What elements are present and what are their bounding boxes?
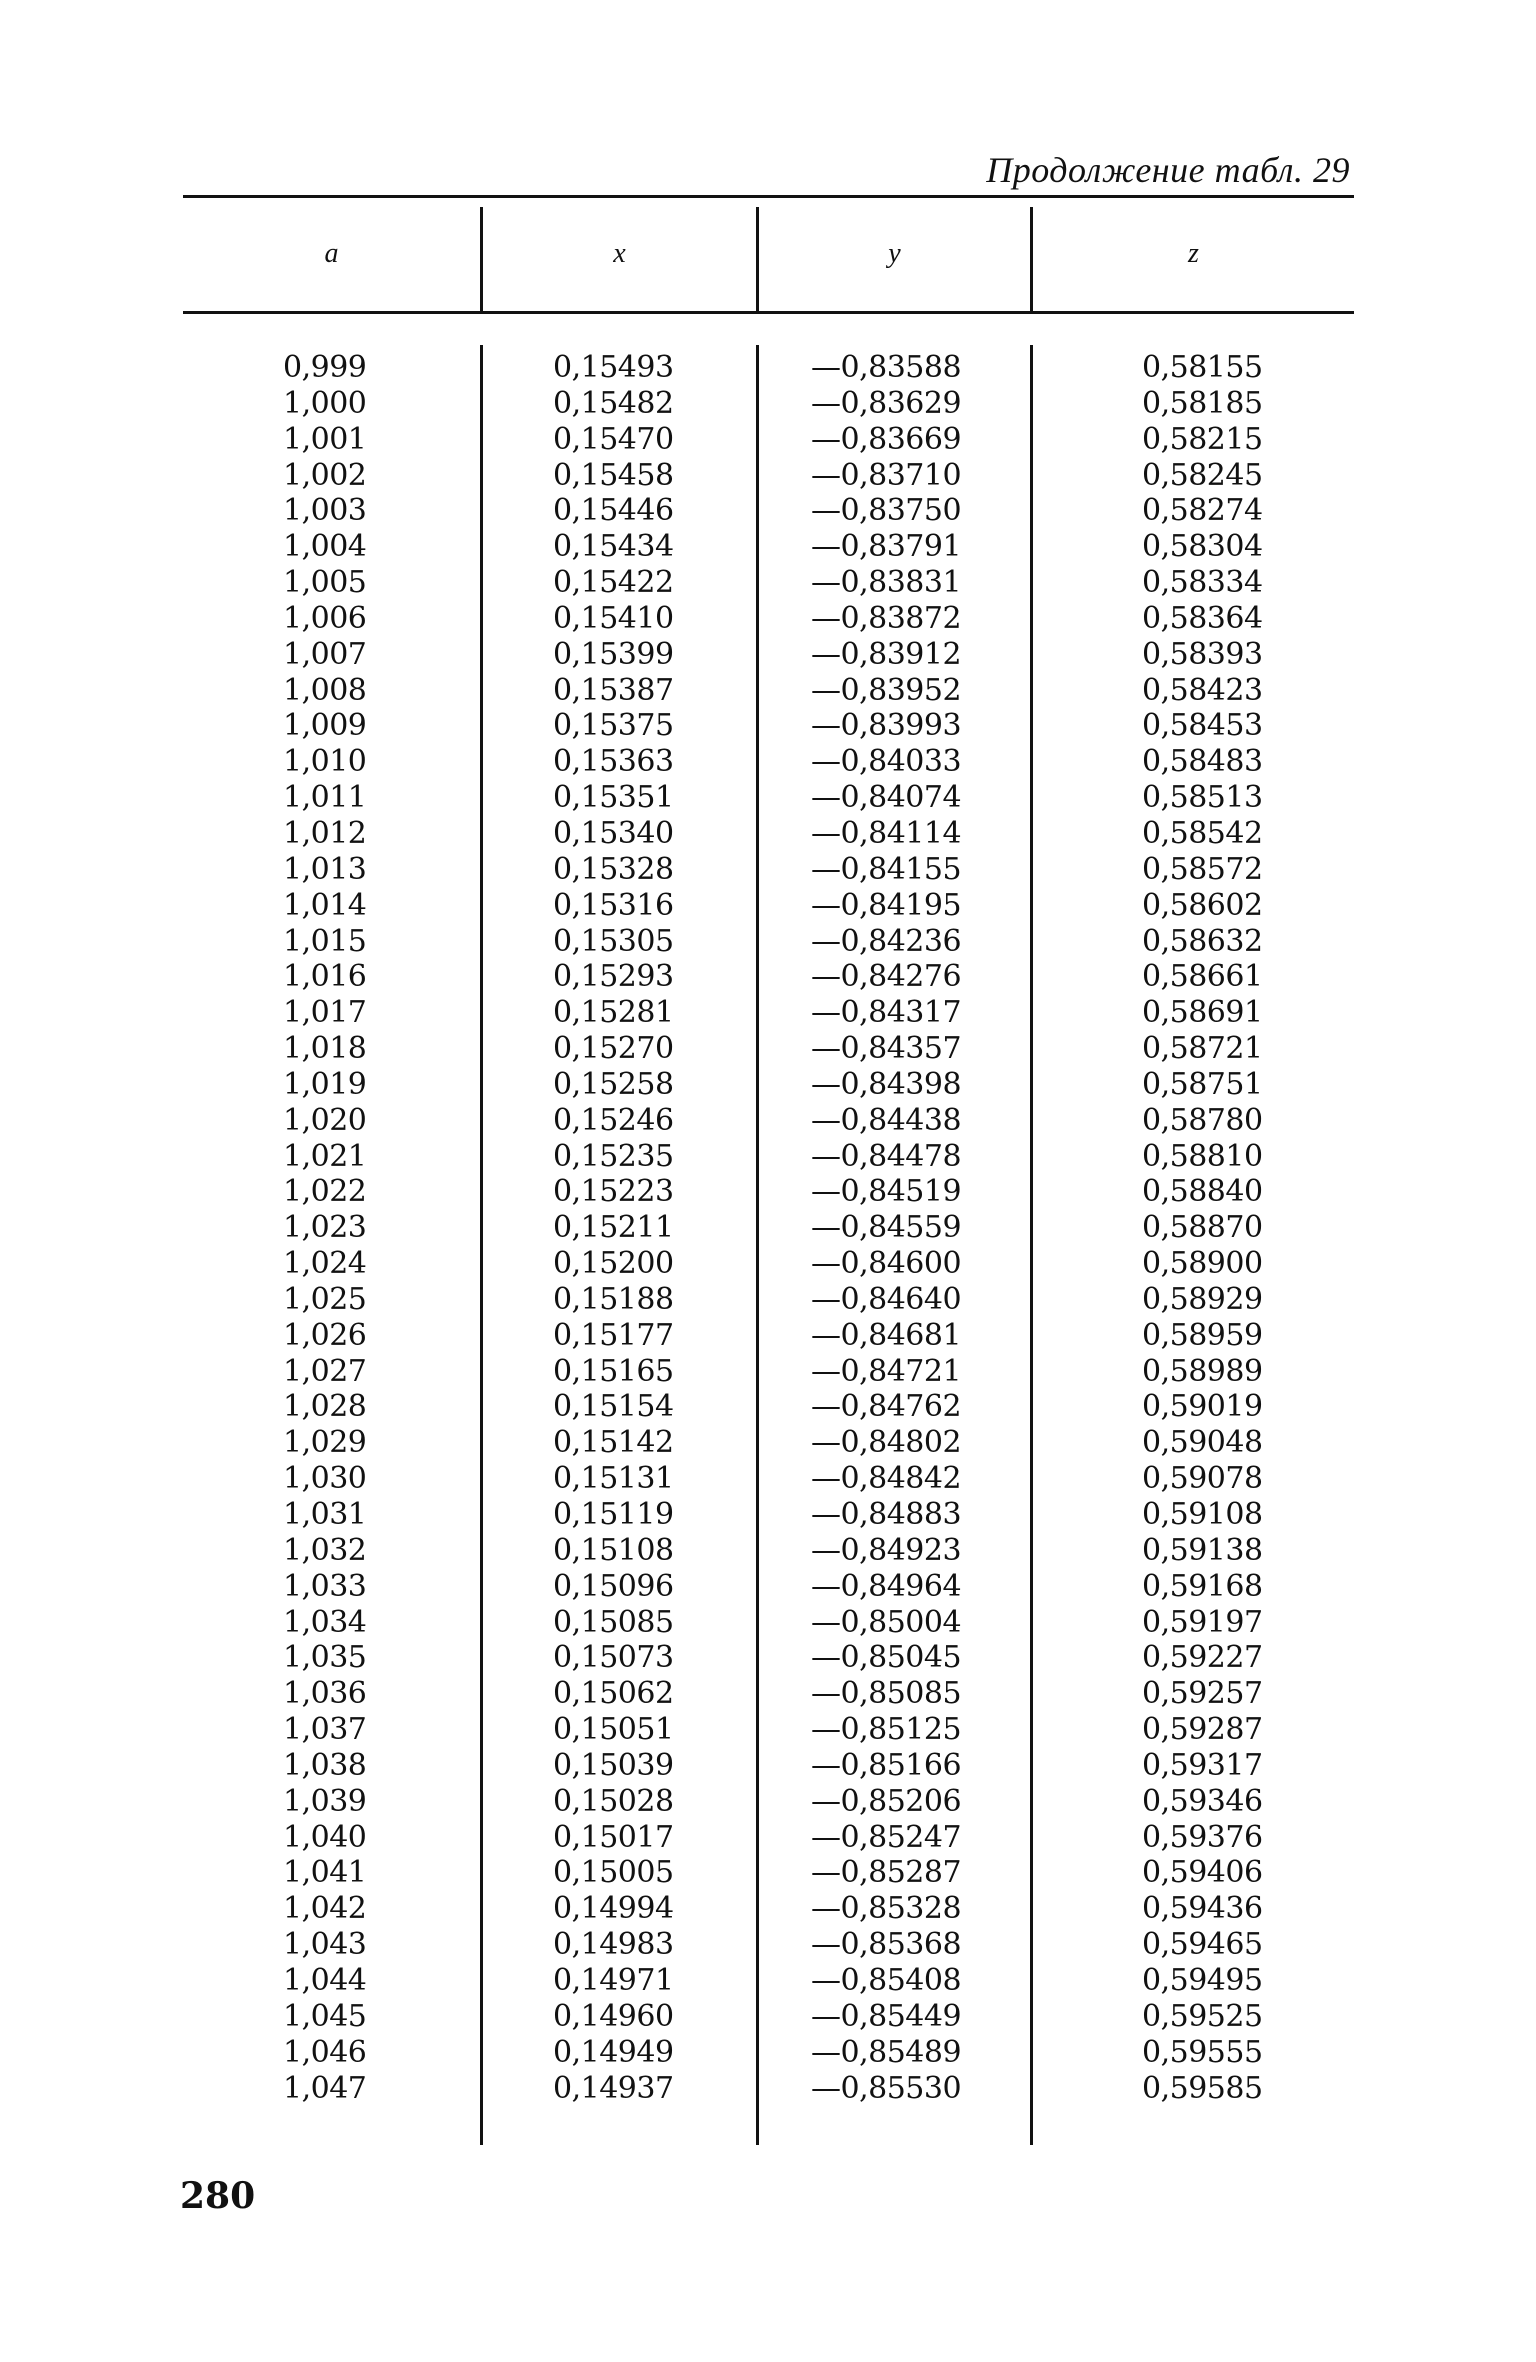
cell-x: 0,15375 — [553, 708, 674, 744]
table-row — [0, 493, 1536, 529]
cell-x: 0,15188 — [553, 1281, 674, 1317]
cell-y: —0,85408 — [811, 1962, 962, 1998]
cell-y: —0,84681 — [811, 1317, 962, 1353]
cell-y: —0,84236 — [811, 923, 962, 959]
page-number: 280 — [180, 2175, 256, 2217]
cell-x: 0,15085 — [553, 1604, 674, 1640]
table-row — [0, 1533, 1536, 1569]
cell-x: 0,15410 — [553, 600, 674, 636]
cell-a: 1,018 — [283, 1031, 367, 1067]
table-row — [0, 744, 1536, 780]
cell-x: 0,15316 — [553, 887, 674, 923]
cell-y: —0,83710 — [811, 457, 962, 493]
table-row — [0, 386, 1536, 422]
cell-z: 0,59585 — [1142, 2070, 1263, 2106]
cell-x: 0,15142 — [553, 1425, 674, 1461]
table-row — [0, 1999, 1536, 2035]
cell-a: 1,023 — [283, 1210, 367, 1246]
cell-z: 0,59346 — [1142, 1783, 1263, 1819]
cell-x: 0,15235 — [553, 1138, 674, 1174]
cell-y: —0,85489 — [811, 2034, 962, 2070]
cell-x: 0,15446 — [553, 493, 674, 529]
cell-z: 0,59048 — [1142, 1425, 1263, 1461]
cell-x: 0,14960 — [553, 1998, 674, 2034]
cell-z: 0,58691 — [1142, 995, 1263, 1031]
table-row — [0, 1640, 1536, 1676]
cell-a: 1,013 — [283, 851, 367, 887]
cell-x: 0,15363 — [553, 744, 674, 780]
cell-z: 0,58959 — [1142, 1317, 1263, 1353]
cell-a: 1,034 — [283, 1604, 367, 1640]
cell-y: —0,84519 — [811, 1174, 962, 1210]
cell-x: 0,15154 — [553, 1389, 674, 1425]
cell-x: 0,15493 — [553, 350, 674, 385]
cell-z: 0,58780 — [1142, 1102, 1263, 1138]
cell-y: —0,83912 — [811, 636, 962, 672]
cell-y: —0,85085 — [811, 1676, 962, 1712]
cell-a: 1,037 — [283, 1712, 367, 1748]
cell-a: 1,029 — [283, 1425, 367, 1461]
cell-x: 0,15399 — [553, 636, 674, 672]
cell-x: 0,15387 — [553, 672, 674, 708]
table-row — [0, 1820, 1536, 1856]
cell-a: 1,005 — [283, 565, 367, 601]
table-row — [0, 1748, 1536, 1784]
cell-x: 0,14994 — [553, 1891, 674, 1927]
cell-z: 0,58483 — [1142, 744, 1263, 780]
table-row — [0, 1210, 1536, 1246]
cell-z: 0,59257 — [1142, 1676, 1263, 1712]
cell-a: 1,038 — [283, 1747, 367, 1783]
cell-z: 0,59138 — [1142, 1532, 1263, 1568]
cell-y: —0,84033 — [811, 744, 962, 780]
cell-x: 0,15482 — [553, 385, 674, 421]
cell-y: —0,85368 — [811, 1927, 962, 1963]
cell-a: 1,010 — [283, 744, 367, 780]
cell-y: —0,85125 — [811, 1712, 962, 1748]
cell-x: 0,15281 — [553, 995, 674, 1031]
cell-a: 1,042 — [283, 1891, 367, 1927]
cell-x: 0,15017 — [553, 1819, 674, 1855]
cell-a: 1,000 — [283, 385, 367, 421]
cell-a: 1,002 — [283, 457, 367, 493]
cell-y: —0,84438 — [811, 1102, 962, 1138]
table-row — [0, 995, 1536, 1031]
cell-z: 0,59317 — [1142, 1747, 1263, 1783]
cell-a: 1,009 — [283, 708, 367, 744]
table-row — [0, 1246, 1536, 1282]
table-row — [0, 1891, 1536, 1927]
table-row — [0, 565, 1536, 601]
cell-x: 0,15039 — [553, 1747, 674, 1783]
cell-x: 0,15096 — [553, 1568, 674, 1604]
cell-y: —0,84762 — [811, 1389, 962, 1425]
cell-z: 0,58840 — [1142, 1174, 1263, 1210]
table-row — [0, 1784, 1536, 1820]
table-body — [0, 350, 1536, 2106]
cell-y: —0,83669 — [811, 421, 962, 457]
cell-y: —0,84964 — [811, 1568, 962, 1604]
cell-y: —0,85004 — [811, 1604, 962, 1640]
cell-x: 0,15305 — [553, 923, 674, 959]
cell-z: 0,58870 — [1142, 1210, 1263, 1246]
top-rule — [183, 195, 1354, 198]
cell-z: 0,58542 — [1142, 815, 1263, 851]
cell-y: —0,84640 — [811, 1281, 962, 1317]
cell-a: 1,041 — [283, 1855, 367, 1891]
cell-a: 1,043 — [283, 1927, 367, 1963]
cell-x: 0,15211 — [553, 1210, 674, 1246]
cell-y: —0,85287 — [811, 1855, 962, 1891]
cell-y: —0,84559 — [811, 1210, 962, 1246]
cell-y: —0,83588 — [811, 350, 962, 385]
cell-a: 1,019 — [283, 1066, 367, 1102]
cell-y: —0,83629 — [811, 385, 962, 421]
table-row — [0, 924, 1536, 960]
cell-a: 1,006 — [283, 600, 367, 636]
cell-x: 0,14937 — [553, 2070, 674, 2106]
table-row — [0, 422, 1536, 458]
cell-a: 1,028 — [283, 1389, 367, 1425]
cell-y: —0,84074 — [811, 780, 962, 816]
cell-z: 0,58602 — [1142, 887, 1263, 923]
table-row — [0, 2071, 1536, 2107]
table-row — [0, 458, 1536, 494]
table-row — [0, 959, 1536, 995]
cell-z: 0,58900 — [1142, 1246, 1263, 1282]
cell-x: 0,15458 — [553, 457, 674, 493]
cell-y: —0,85328 — [811, 1891, 962, 1927]
cell-x: 0,15131 — [553, 1461, 674, 1497]
cell-z: 0,59465 — [1142, 1927, 1263, 1963]
cell-a: 1,027 — [283, 1353, 367, 1389]
cell-z: 0,58989 — [1142, 1353, 1263, 1389]
table-row — [0, 601, 1536, 637]
cell-x: 0,15073 — [553, 1640, 674, 1676]
cell-y: —0,84842 — [811, 1461, 962, 1497]
cell-x: 0,15165 — [553, 1353, 674, 1389]
cell-z: 0,58721 — [1142, 1031, 1263, 1067]
cell-x: 0,15422 — [553, 565, 674, 601]
cell-z: 0,58274 — [1142, 493, 1263, 529]
cell-y: —0,84923 — [811, 1532, 962, 1568]
header-rule — [183, 311, 1354, 314]
cell-z: 0,58513 — [1142, 780, 1263, 816]
cell-z: 0,58810 — [1142, 1138, 1263, 1174]
table-row — [0, 673, 1536, 709]
cell-a: 1,017 — [283, 995, 367, 1031]
cell-a: 1,011 — [283, 780, 367, 816]
cell-z: 0,58215 — [1142, 421, 1263, 457]
cell-y: —0,83831 — [811, 565, 962, 601]
cell-x: 0,15108 — [553, 1532, 674, 1568]
cell-a: 1,021 — [283, 1138, 367, 1174]
table-row — [0, 1318, 1536, 1354]
cell-y: —0,84883 — [811, 1497, 962, 1532]
cell-z: 0,58155 — [1142, 350, 1263, 385]
table-row — [0, 529, 1536, 565]
cell-a: 1,046 — [283, 2034, 367, 2070]
cell-x: 0,15246 — [553, 1102, 674, 1138]
cell-y: —0,83872 — [811, 600, 962, 636]
table-row — [0, 1605, 1536, 1641]
cell-z: 0,59197 — [1142, 1604, 1263, 1640]
cell-z: 0,58751 — [1142, 1066, 1263, 1102]
cell-y: —0,84600 — [811, 1246, 962, 1282]
cell-y: —0,85530 — [811, 2070, 962, 2106]
cell-a: 1,020 — [283, 1102, 367, 1138]
cell-z: 0,58185 — [1142, 385, 1263, 421]
cell-a: 1,001 — [283, 421, 367, 457]
cell-z: 0,59406 — [1142, 1855, 1263, 1891]
cell-z: 0,58929 — [1142, 1281, 1263, 1317]
cell-x: 0,15005 — [553, 1855, 674, 1891]
cell-a: 1,015 — [283, 923, 367, 959]
cell-x: 0,15340 — [553, 815, 674, 851]
cell-x: 0,14949 — [553, 2034, 674, 2070]
cell-y: —0,85206 — [811, 1783, 962, 1819]
cell-x: 0,15062 — [553, 1676, 674, 1712]
cell-a: 1,036 — [283, 1676, 367, 1712]
cell-z: 0,59287 — [1142, 1712, 1263, 1748]
cell-a: 1,040 — [283, 1819, 367, 1855]
cell-z: 0,59555 — [1142, 2034, 1263, 2070]
cell-y: —0,84478 — [811, 1138, 962, 1174]
table-row — [0, 1497, 1536, 1533]
cell-a: 1,045 — [283, 1998, 367, 2034]
cell-a: 1,031 — [283, 1497, 367, 1532]
cell-z: 0,58334 — [1142, 565, 1263, 601]
cell-a: 1,014 — [283, 887, 367, 923]
cell-a: 1,035 — [283, 1640, 367, 1676]
cell-y: —0,84114 — [811, 815, 962, 851]
cell-y: —0,84276 — [811, 959, 962, 995]
cell-y: —0,85247 — [811, 1819, 962, 1855]
cell-z: 0,59436 — [1142, 1891, 1263, 1927]
cell-a: 1,033 — [283, 1568, 367, 1604]
cell-z: 0,59078 — [1142, 1461, 1263, 1497]
table-row — [0, 1963, 1536, 1999]
cell-z: 0,58364 — [1142, 600, 1263, 636]
cell-a: 1,004 — [283, 529, 367, 565]
table-row — [0, 1389, 1536, 1425]
cell-z: 0,59376 — [1142, 1819, 1263, 1855]
table-row — [0, 1676, 1536, 1712]
cell-a: 1,026 — [283, 1317, 367, 1353]
table-caption: Продолжение табл. 29 — [986, 150, 1350, 190]
cell-a: 1,025 — [283, 1281, 367, 1317]
table-row — [0, 1282, 1536, 1318]
cell-y: —0,84802 — [811, 1425, 962, 1461]
cell-a: 1,024 — [283, 1246, 367, 1282]
table-row — [0, 1354, 1536, 1390]
table-row — [0, 1425, 1536, 1461]
table-row — [0, 1067, 1536, 1103]
table-row — [0, 1139, 1536, 1175]
cell-y: —0,83750 — [811, 493, 962, 529]
cell-x: 0,15119 — [553, 1497, 674, 1532]
table-row — [0, 816, 1536, 852]
table-row — [0, 1174, 1536, 1210]
cell-z: 0,58393 — [1142, 636, 1263, 672]
cell-x: 0,15328 — [553, 851, 674, 887]
cell-x: 0,15051 — [553, 1712, 674, 1748]
table-row — [0, 1855, 1536, 1891]
cell-x: 0,15200 — [553, 1246, 674, 1282]
cell-y: —0,84195 — [811, 887, 962, 923]
cell-z: 0,59168 — [1142, 1568, 1263, 1604]
cell-a: 1,003 — [283, 493, 367, 529]
column-header-y: y — [888, 238, 901, 269]
cell-x: 0,15293 — [553, 959, 674, 995]
table-row — [0, 1461, 1536, 1497]
cell-a: 1,008 — [283, 672, 367, 708]
cell-a: 1,039 — [283, 1783, 367, 1819]
cell-x: 0,15434 — [553, 529, 674, 565]
cell-z: 0,58245 — [1142, 457, 1263, 493]
cell-x: 0,15470 — [553, 421, 674, 457]
cell-a: 1,032 — [283, 1532, 367, 1568]
cell-a: 1,007 — [283, 636, 367, 672]
cell-z: 0,58572 — [1142, 851, 1263, 887]
cell-x: 0,14983 — [553, 1927, 674, 1963]
cell-y: —0,84721 — [811, 1353, 962, 1389]
cell-y: —0,84155 — [811, 851, 962, 887]
table-row — [0, 1712, 1536, 1748]
cell-z: 0,58304 — [1142, 529, 1263, 565]
cell-a: 1,022 — [283, 1174, 367, 1210]
cell-x: 0,15258 — [553, 1066, 674, 1102]
cell-x: 0,15028 — [553, 1783, 674, 1819]
cell-x: 0,14971 — [553, 1962, 674, 1998]
table-row — [0, 2035, 1536, 2071]
cell-x: 0,15351 — [553, 780, 674, 816]
cell-y: —0,85045 — [811, 1640, 962, 1676]
cell-z: 0,59525 — [1142, 1998, 1263, 2034]
table-row — [0, 1103, 1536, 1139]
table-row — [0, 1031, 1536, 1067]
cell-a: 1,016 — [283, 959, 367, 995]
cell-z: 0,59227 — [1142, 1640, 1263, 1676]
cell-y: —0,84357 — [811, 1031, 962, 1067]
cell-x: 0,15177 — [553, 1317, 674, 1353]
cell-z: 0,58632 — [1142, 923, 1263, 959]
cell-z: 0,58453 — [1142, 708, 1263, 744]
cell-y: —0,84398 — [811, 1066, 962, 1102]
cell-z: 0,59495 — [1142, 1962, 1263, 1998]
cell-y: —0,83952 — [811, 672, 962, 708]
table-row — [0, 1927, 1536, 1963]
cell-z: 0,59108 — [1142, 1497, 1263, 1532]
cell-y: —0,85449 — [811, 1998, 962, 2034]
cell-a: 1,044 — [283, 1962, 367, 1998]
cell-y: —0,83993 — [811, 708, 962, 744]
column-header-x: x — [613, 238, 626, 269]
cell-a: 0,999 — [283, 350, 367, 385]
cell-a: 1,012 — [283, 815, 367, 851]
cell-z: 0,59019 — [1142, 1389, 1263, 1425]
cell-z: 0,58661 — [1142, 959, 1263, 995]
cell-z: 0,58423 — [1142, 672, 1263, 708]
table-row — [0, 852, 1536, 888]
table-row — [0, 637, 1536, 673]
table-row — [0, 350, 1536, 386]
table-row — [0, 888, 1536, 924]
cell-a: 1,047 — [283, 2070, 367, 2106]
column-header-a: a — [324, 238, 339, 269]
table-row — [0, 1569, 1536, 1605]
cell-y: —0,84317 — [811, 995, 962, 1031]
column-header-z: z — [1188, 238, 1199, 269]
cell-x: 0,15270 — [553, 1031, 674, 1067]
cell-x: 0,15223 — [553, 1174, 674, 1210]
table-row — [0, 780, 1536, 816]
table-row — [0, 708, 1536, 744]
cell-a: 1,030 — [283, 1461, 367, 1497]
cell-y: —0,85166 — [811, 1747, 962, 1783]
cell-y: —0,83791 — [811, 529, 962, 565]
